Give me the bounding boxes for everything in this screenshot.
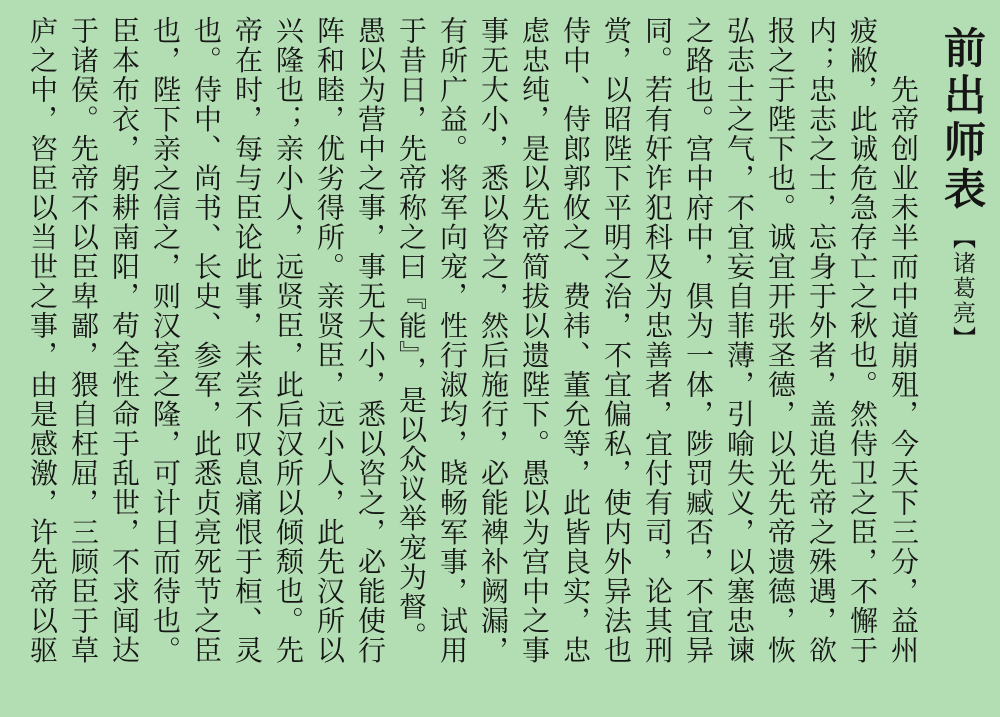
text-column: 同。若有奸诈犯科及为忠善者，宜付有司，论其刑 (641, 16, 674, 665)
text-columns (22, 16, 924, 708)
text-column: 疲敝，此诚危急存亡之秋也。然侍卫之臣，不懈于 (846, 16, 879, 665)
text-column: 愚以为营中之事，事无大小，悉以咨之，必能使行 (354, 16, 387, 665)
text-column: 于昔日，先帝称之曰『能』，是以众议举宠为督。 (395, 16, 428, 651)
text-column: 赏，以昭陛下平明之治，不宜偏私，使内外异法也 (600, 16, 633, 665)
text-column: 也。侍中、尚书、长史、参军，此悉贞亮死节之臣 (190, 16, 223, 665)
page-title: 前出师表 (938, 26, 987, 214)
text-column: 于诸侯。先帝不以臣卑鄙，猥自枉屈，三顾臣于草 (67, 16, 100, 665)
text-column: 虑忠纯，是以先帝简拔以遗陛下。愚以为宫中之事 (518, 16, 551, 665)
author-name: 【诸葛亮】 (949, 226, 975, 351)
text-column: 也，陛下亲之信之，则汉室之隆，可计日而待也。 (149, 16, 182, 665)
text-column: 侍中、侍郎郭攸之、费祎、董允等，此皆良实，忠 (559, 16, 592, 665)
text-column: 事无大小，悉以咨之，然后施行，必能裨补阙漏， (477, 16, 510, 665)
document-title-column (932, 26, 992, 686)
text-column: 有所广益。将军向宠，性行淑均，晓畅军事，试用 (436, 16, 469, 665)
text-column: 弘志士之气，不宜妄自菲薄，引喻失义，以塞忠谏 (723, 16, 756, 665)
text-column: 之路也。宫中府中，俱为一体，陟罚臧否，不宜异 (682, 16, 715, 665)
text-column: 内；忠志之士，忘身于外者，盖追先帝之殊遇，欲 (805, 16, 838, 665)
text-column: 报之于陛下也。诚宜开张圣德，以光先帝遗德，恢 (764, 16, 797, 665)
text-column: 先帝创业未半而中道崩殂，今天下三分，益州 (887, 16, 920, 665)
text-column: 兴隆也；亲小人，远贤臣，此后汉所以倾颓也。先 (272, 16, 305, 665)
text-column: 帝在时，每与臣论此事，未尝不叹息痛恨于桓、灵 (231, 16, 264, 665)
text-column: 庐之中，咨臣以当世之事，由是感激，许先帝以驱 (26, 16, 59, 665)
text-column: 阵和睦，优劣得所。亲贤臣，远小人，此先汉所以 (313, 16, 346, 665)
text-column: 臣本布衣，躬耕南阳，苟全性命于乱世，不求闻达 (108, 16, 141, 665)
